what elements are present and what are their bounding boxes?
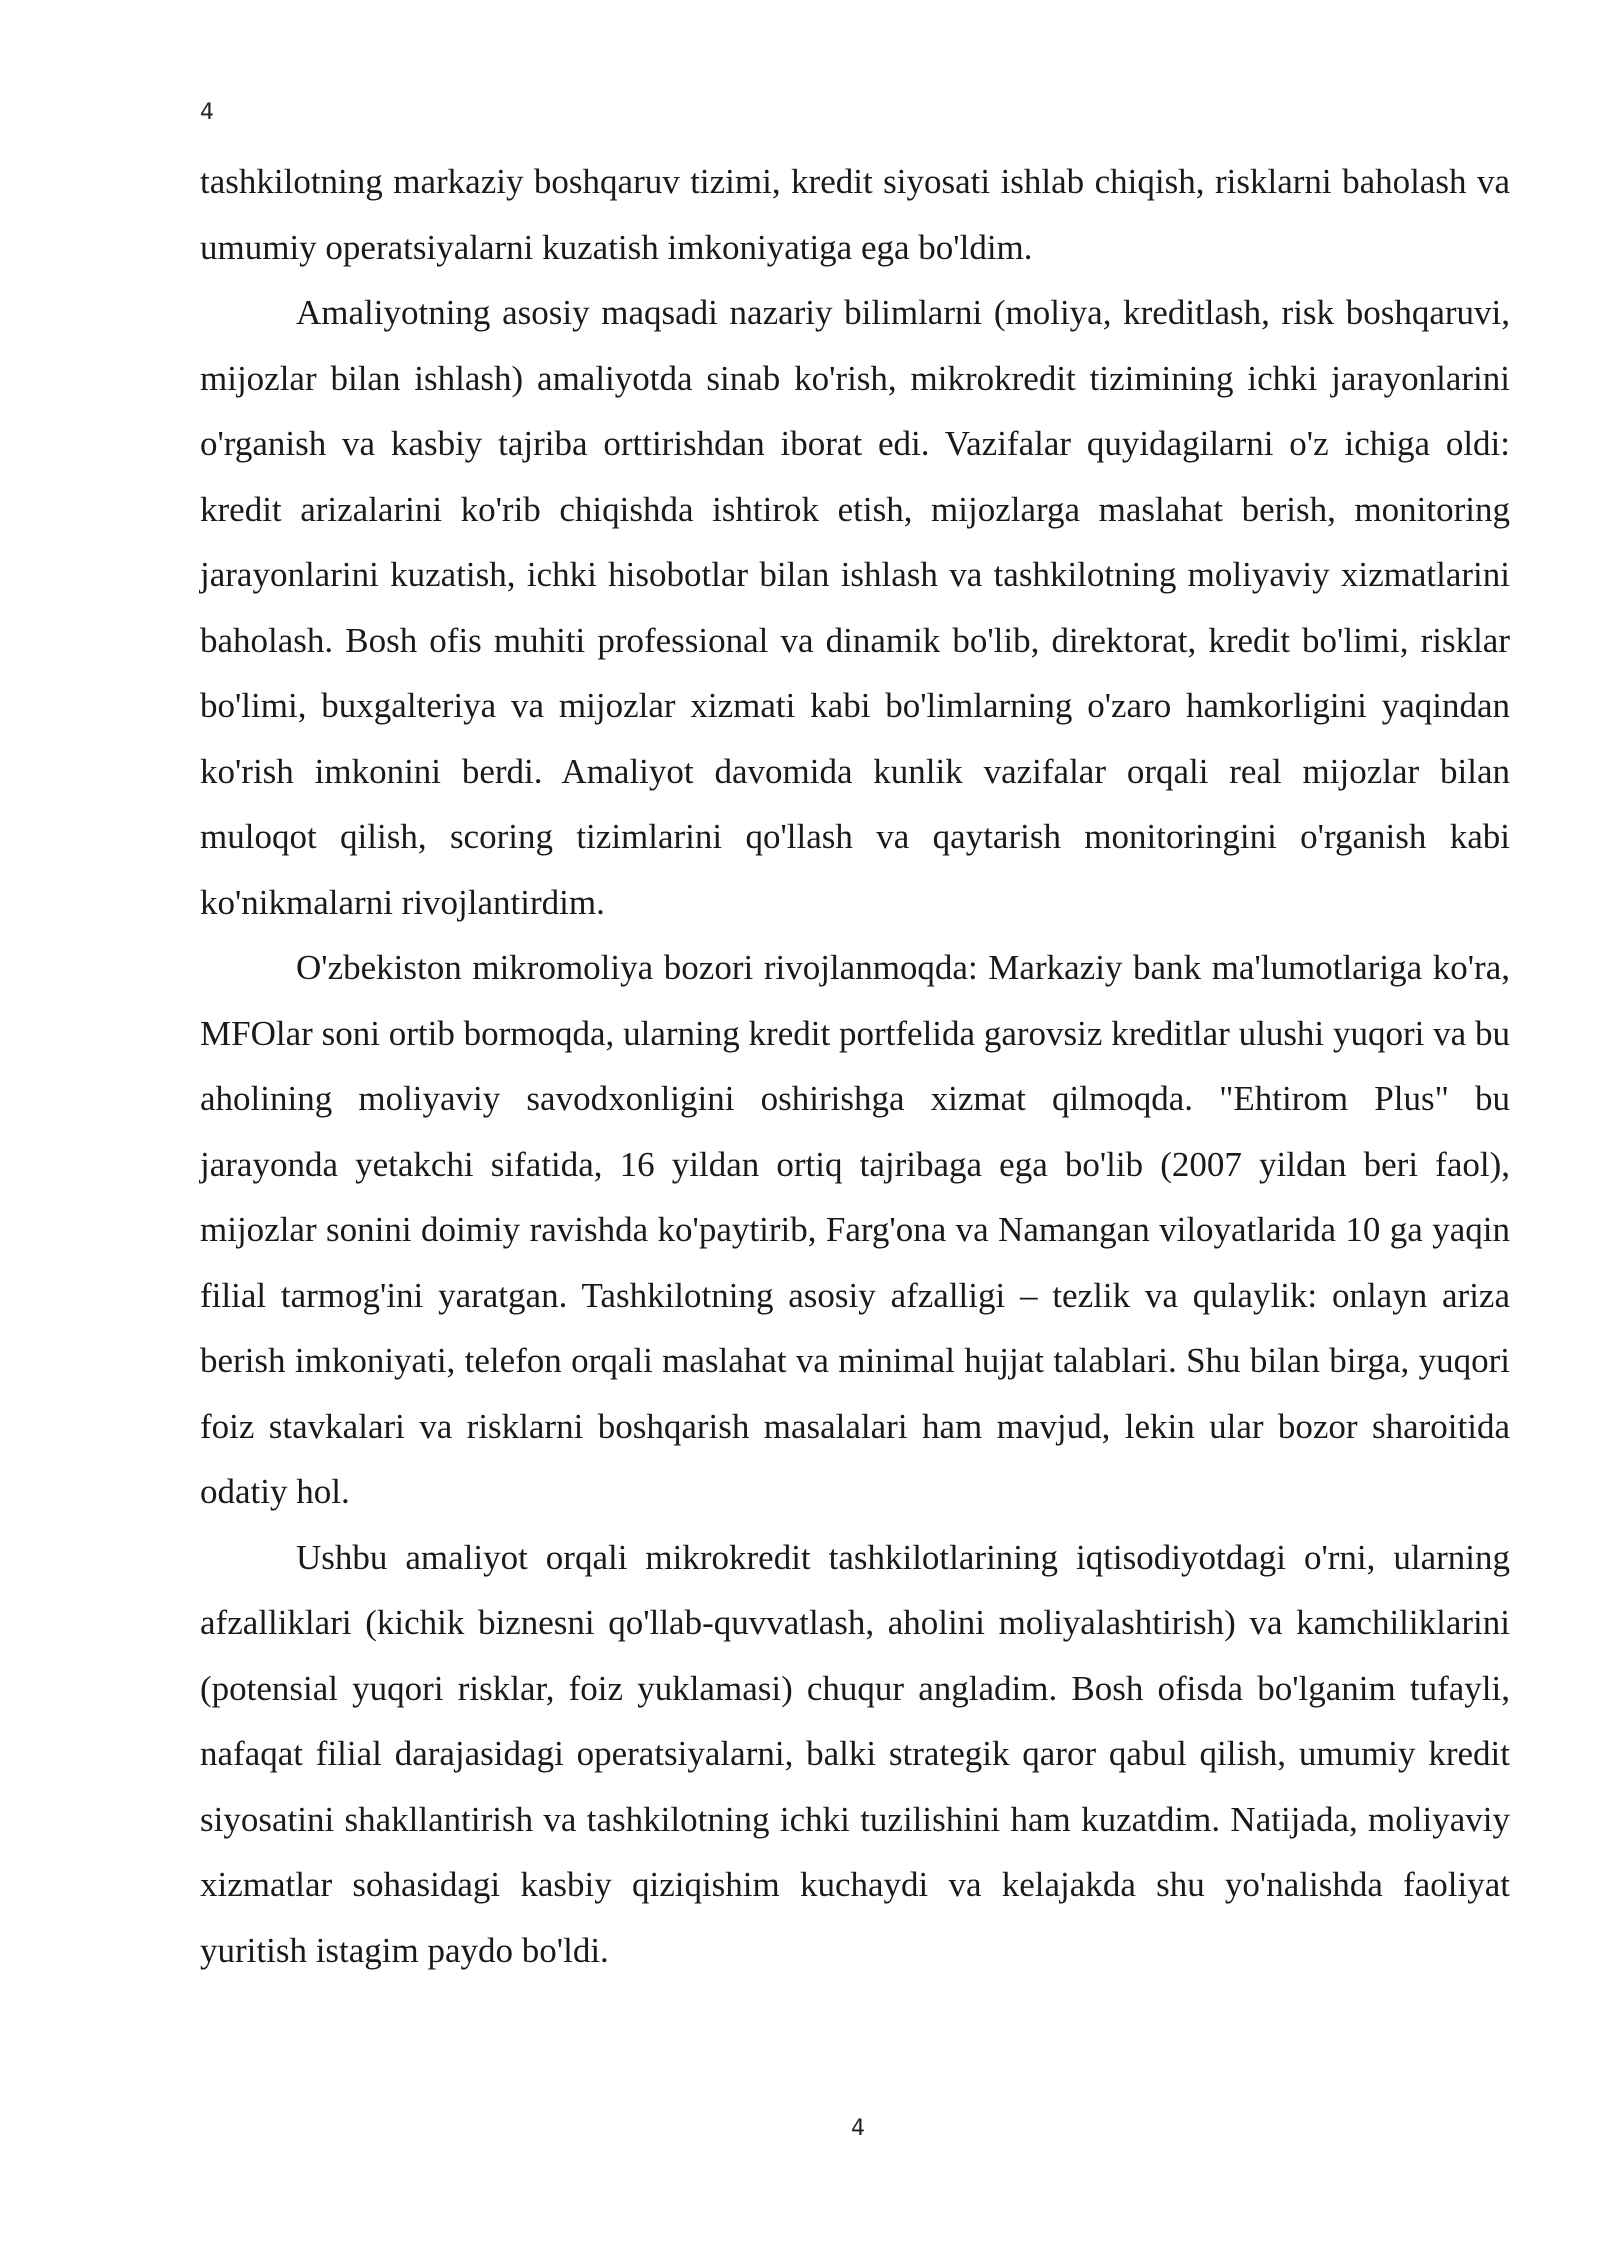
header-page-number: 4 [200,100,214,125]
paragraph-conclusion: Ushbu amaliyot orqali mikrokredit tashkilotlarining iqtisodiyotdagi o'rni, ularning afzalliklari (kichik biznesni qo'llab-quvvatlash, aholini moliyalashtirish) va kamchiliklarini (potensial yuqori risklar, foiz yuklamasi) chuqur angladim. Bosh ofisda bo'lganim tufayli, nafaqat filial darajasidagi operatsiyalarni, balki strategik qaror qabul qilish, umumiy kredit siyosatini shakllantirish va tashkilotning ichki tuzilishini ham kuzatdim. Natijada, moliyaviy xizmatlar sohasidagi kasbiy qiziqishim kuchaydi va kelajakda shu yo'nalishda faoliyat yuritish istagim paydo bo'ldi. [200,1537,1510,1970]
paragraph-continuation: tashkilotning markaziy boshqaruv tizimi, kredit siyosati ishlab chiqish, risklarni baholash va umumiy operatsiyalarni kuzatish imkoniyatiga ega bo'ldim. [200,162,1510,267]
paragraph-market-overview: O'zbekiston mikromoliya bozori rivojlanmoqda: Markaziy bank ma'lumotlariga ko'ra, MFOlar soni ortib bormoqda, ularning kredit portfelida garovsiz kreditlar ulushi yuqori va bu aholining moliyaviy savodxonligini oshirishga xizmat qilmoqda. "Ehtirom Plus" bu jarayonda yetakchi sifatida, 16 yildan ortiq tajribaga ega bo'lib (2007 yildan beri faol), mijozlar sonini doimiy ravishda ko'paytirib, Farg'ona va Namangan viloyatlarida 10 ga yaqin filial tarmog'ini yaratgan. Tashkilotning asosiy afzalligi – tezlik va qulaylik: onlayn ariza berish imkoniyati, telefon orqali maslahat va minimal hujjat talablari. Shu bilan birga, yuqori foiz stavkalari va risklarni boshqarish masalalari ham mavjud, lekin ular bozor sharoitida odatiy hol. [200,948,1510,1511]
footer-page-number: 4 [851,2116,865,2141]
body-text [200,149,1510,1983]
paragraph-practice-goals: Amaliyotning asosiy maqsadi nazariy bilimlarni (moliya, kreditlash, risk boshqaruvi, mijozlar bilan ishlash) amaliyotda sinab ko'rish, mikrokredit tizimining ichki jarayonlarini o'rganish va kasbiy tajriba orttirishdan iborat edi. Vazifalar quyidagilarni o'z ichiga oldi: kredit arizalarini ko'rib chiqishda ishtirok etish, mijozlarga maslahat berish, monitoring jarayonlarini kuzatish, ichki hisobotlar bilan ishlash va tashkilotning moliyaviy xizmatlarini baholash. Bosh ofis muhiti professional va dinamik bo'lib, direktorat, kredit bo'limi, risklar bo'limi, buxgalteriya va mijozlar xizmati kabi bo'limlarning o'zaro hamkorligini yaqindan ko'rish imkonini berdi. Amaliyot davomida kunlik vazifalar orqali real mijozlar bilan muloqot qilish, scoring tizimlarini qo'llash va qaytarish monitoringini o'rganish kabi ko'nikmalarni rivojlantirdim. [200,293,1510,922]
